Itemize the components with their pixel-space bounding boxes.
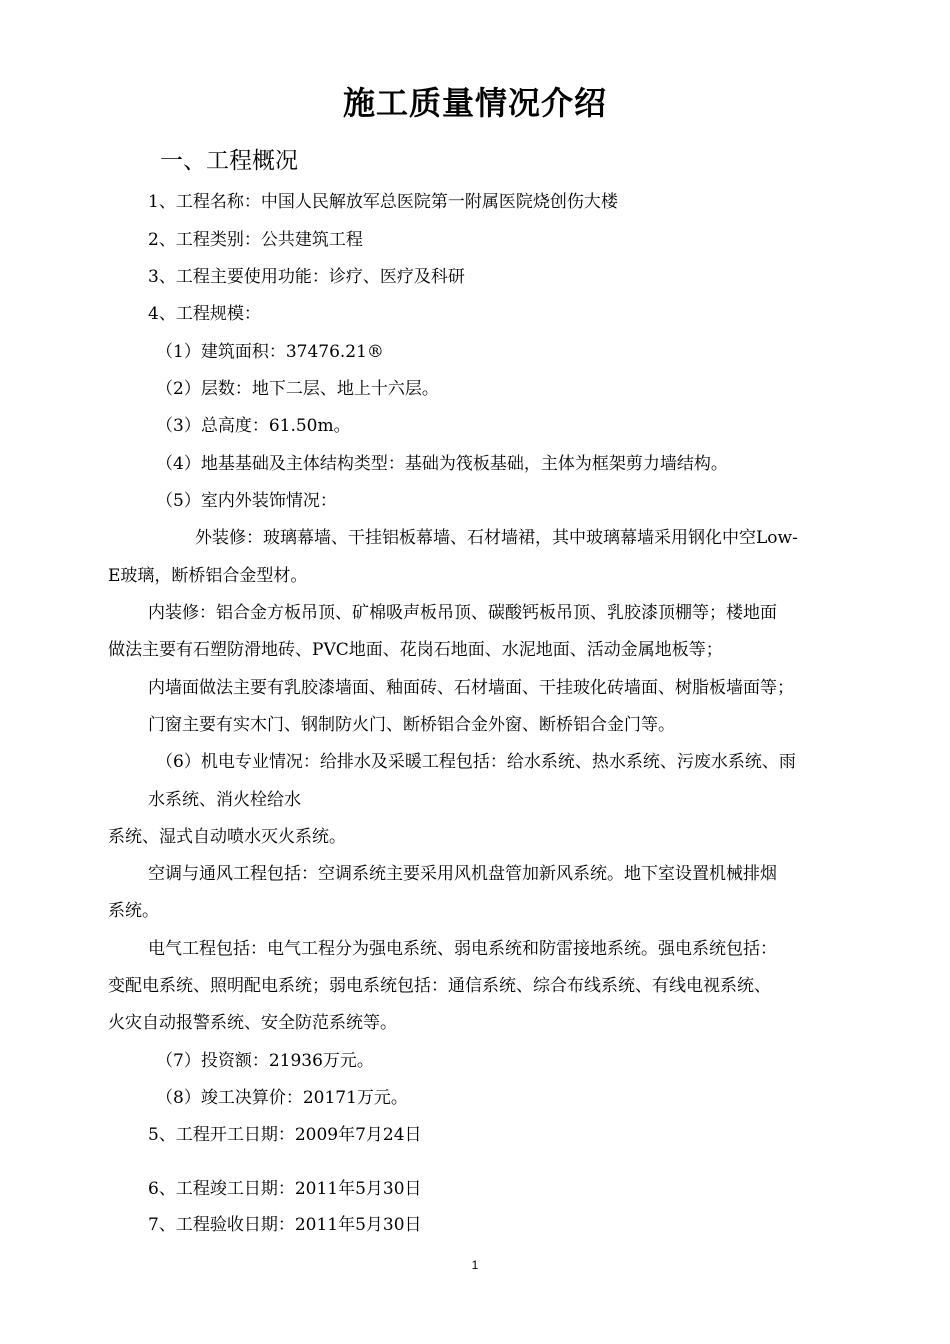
- building-area-line: （1）建筑面积：37476.21®: [156, 342, 384, 362]
- mep-line-1: （6）机电专业情况：给排水及采暖工程包括：给水系统、热水系统、污废水系统、雨: [156, 752, 796, 772]
- start-date-line: 5、工程开工日期：2009年7月24日: [148, 1125, 422, 1145]
- doors-windows-line: 门窗主要有实木门、钢制防火门、断桥铝合金外窗、断桥铝合金门等。: [148, 715, 675, 735]
- project-category-line: 2、工程类别：公共建筑工程: [148, 230, 363, 250]
- exterior-decoration-line-2: E玻璃，断桥铝合金型材。: [108, 566, 308, 586]
- floors-line: （2）层数：地下二层、地上十六层。: [156, 379, 439, 399]
- foundation-structure-line: （4）地基基础及主体结构类型：基础为筏板基础，主体为框架剪力墙结构。: [156, 454, 728, 474]
- page-number: 1: [471, 1258, 479, 1272]
- decoration-heading-line: （5）室内外装饰情况：: [156, 491, 337, 511]
- project-scale-line: 4、工程规模：: [148, 304, 261, 324]
- section-heading: 一、工程概况: [160, 148, 298, 174]
- interior-wall-line: 内墙面做法主要有乳胶漆墙面、釉面砖、石材墙面、干挂玻化砖墙面、树脂板墙面等；: [148, 678, 794, 698]
- investment-line: （7）投资额：21936万元。: [156, 1051, 374, 1071]
- final-cost-line: （8）竣工决算价：20171万元。: [156, 1088, 408, 1108]
- page-title: 施工质量情况介绍: [342, 84, 607, 122]
- interior-decoration-line-2: 做法主要有石塑防滑地砖、PVC地面、花岗石地面、水泥地面、活动金属地板等；: [108, 640, 723, 660]
- total-height-line: （3）总高度：61.50m。: [156, 416, 351, 436]
- exterior-decoration-line-1: 外装修：玻璃幕墙、干挂铝板幕墙、石材墙裙，其中玻璃幕墙采用钢化中空Low-: [195, 528, 798, 548]
- project-name-line: 1、工程名称：中国人民解放军总医院第一附属医院烧创伤大楼: [148, 192, 618, 212]
- electrical-line-2: 变配电系统、照明配电系统；弱电系统包括：通信系统、综合布线系统、有线电视系统、: [108, 976, 771, 996]
- acceptance-date-line: 7、工程验收日期：2011年5月30日: [148, 1215, 422, 1235]
- project-function-line: 3、工程主要使用功能：诊疗、医疗及科研: [148, 267, 465, 287]
- interior-decoration-line-1: 内装修：铝合金方板吊顶、矿棉吸声板吊顶、碳酸钙板吊顶、乳胶漆顶棚等；楼地面: [148, 603, 777, 623]
- completion-date-line: 6、工程竣工日期：2011年5月30日: [148, 1179, 422, 1199]
- mep-line-2: 水系统、消火栓给水: [148, 790, 301, 810]
- hvac-line-2: 系统。: [108, 901, 159, 921]
- hvac-line-1: 空调与通风工程包括：空调系统主要采用风机盘管加新风系统。地下室设置机械排烟: [148, 864, 777, 884]
- mep-line-3: 系统、湿式自动喷水灭火系统。: [108, 827, 346, 847]
- electrical-line-1: 电气工程包括：电气工程分为强电系统、弱电系统和防雷接地系统。强电系统包括：: [148, 939, 777, 959]
- electrical-line-3: 火灾自动报警系统、安全防范系统等。: [108, 1013, 397, 1033]
